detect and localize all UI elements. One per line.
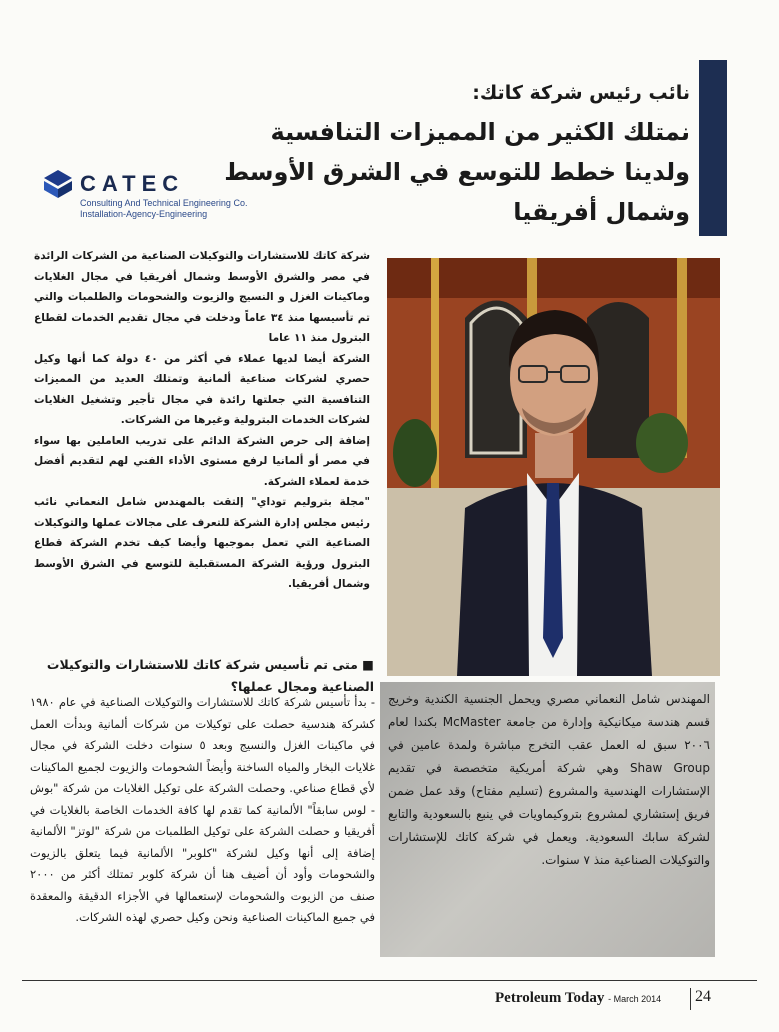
- footer-separator: [690, 988, 691, 1010]
- issue-date: - March 2014: [608, 994, 662, 1004]
- intro-paragraph-1: شركة كاتك للاستشارات والتوكيلات الصناعية من الشركات الرائدة في مصر والشرق الأوسط وشمال أفريقيا في مجال الغلايات وماكينات الغزل و النسيج والزيوت والشحومات والطلمبات والتي تم تأسيسها منذ ٣٤ عاماً ودخلت في مجال تقديم الخدمات لقطاع البترول منذ ١١ عاما: [34, 250, 370, 344]
- logo-name: CATEC: [80, 171, 185, 196]
- logo-tagline: [80, 198, 247, 220]
- intro-paragraph-3: إضافة إلى حرص الشركة الدائم على تدريب العاملين بها سواء في مصر أو ألمانيا لرفع مستوى الأداء الفني لهم لتقديم أفضل خدمة لعملاء الشركة.: [34, 434, 370, 488]
- bio-caption: المهندس شامل النعماني مصري ويحمل الجنسية الكندية وخريج قسم هندسة ميكانيكية وإدارة من جامعة McMaster بكندا لعام ٢٠٠٦ سبق له العمل عقب التخرج مباشرة ولمدة عامين في Shaw Group وهي شركة أمريكية متخصصة في تقديم الإستشارات الهندسية والمشروع (تسليم مفتاح) وقد عمل ضمن فريق إستشاري لمشروع بتروكيماويات في ينبع بالسعودية والتابع لشركة سابك السعودية. ويعمل في شركة كاتك للإستشارات والتوكيلات الصناعية منذ ٧ سنوات.: [388, 692, 710, 867]
- portrait-photo: [387, 258, 720, 676]
- article-headline: نمتلك الكثير من المميزات التنافسية ولدينا خطط للتوسع في الشرق الأوسط وشمال أفريقيا: [224, 118, 690, 226]
- article-intro: [34, 246, 370, 595]
- intro-paragraph-2: الشركة أيضا لديها عملاء في أكثر من ٤٠ دولة كما أنها وكيل حصري لشركات صناعية ألمانية وتمتلك العديد من المميزات التنافسية التي جعلتها رائدة في مجال تأجير وتشغيل الغلايات لشركات الخدمات البترولية وغيرها من الشركات.: [34, 352, 370, 426]
- intro-paragraph-4: "مجلة بتروليم توداي" إلتقت بالمهندس شامل النعماني نائب رئيس مجلس إدارة الشركة للتعرف على مجالات عملها والتوكيلات الصناعية التي تعمل بموجبها وأيضا كيف تخدم الشركة قطاع البترول ورؤية الشركة المستقبلية للتوسع في الشرق الأوسط وشمال أفريقيا.: [34, 496, 370, 590]
- footer-rule: [22, 980, 757, 981]
- interview-answer: - بدأ تأسيس شركة كاتك للاستشارات والتوكيلات الصناعية في عام ١٩٨٠ كشركة هندسية حصلت على توكيلات من شركات ألمانية وبدأت العمل في ماكينات الغزل والنسيج وبعد ٥ سنوات دخلت الشركة في مجال غلايات البخار والمياه الساخنة وأيضاً الشحومات والزيوت لجميع الماكينات لأي قطاع صناعي. وحصلت الشركة على توكيل الغلايات من شركة "بوش - لوس سابقاً" الألمانية كما تقدم لها كافة الخدمات الخاصة بالغلايات في أفريقيا و حصلت الشركة على توكيل الطلمبات من شركة "لوتز" الألمانية إضافة إلى أنها وكيل لشركة "كلوبر" الألمانية فيما يتعلق بالزيوت والشحومات وأود أن أضيف هنا أن شركة كلوبر تمتلك أكثر من ٢٠٠٠ صنف من الزيوت والشحومات لإستعمالها في الأجزاء الدقيقة والمعقدة في جميع الماكينات الصناعية ونحن وكيل حصري لهذه الشركات.: [30, 695, 375, 924]
- page-number: 24: [695, 988, 711, 1005]
- interview-question: ■ متى تم تأسيس شركة كاتك للاستشارات والتوكيلات الصناعية ومجال عملها؟: [46, 657, 374, 694]
- catec-logo: [42, 168, 282, 228]
- logo-tagline-1: Consulting And Technical Engineering Co.: [80, 198, 248, 208]
- portrait-illustration: [387, 258, 720, 676]
- catec-logo-icon: [42, 168, 74, 200]
- article-kicker: نائب رئيس شركة كاتك:: [472, 82, 690, 104]
- logo-tagline-2: Installation-Agency-Engineering: [80, 209, 208, 219]
- footer-magazine: [495, 990, 661, 1007]
- magazine-name: Petroleum Today: [495, 990, 605, 1006]
- header-accent-bar: [699, 60, 727, 236]
